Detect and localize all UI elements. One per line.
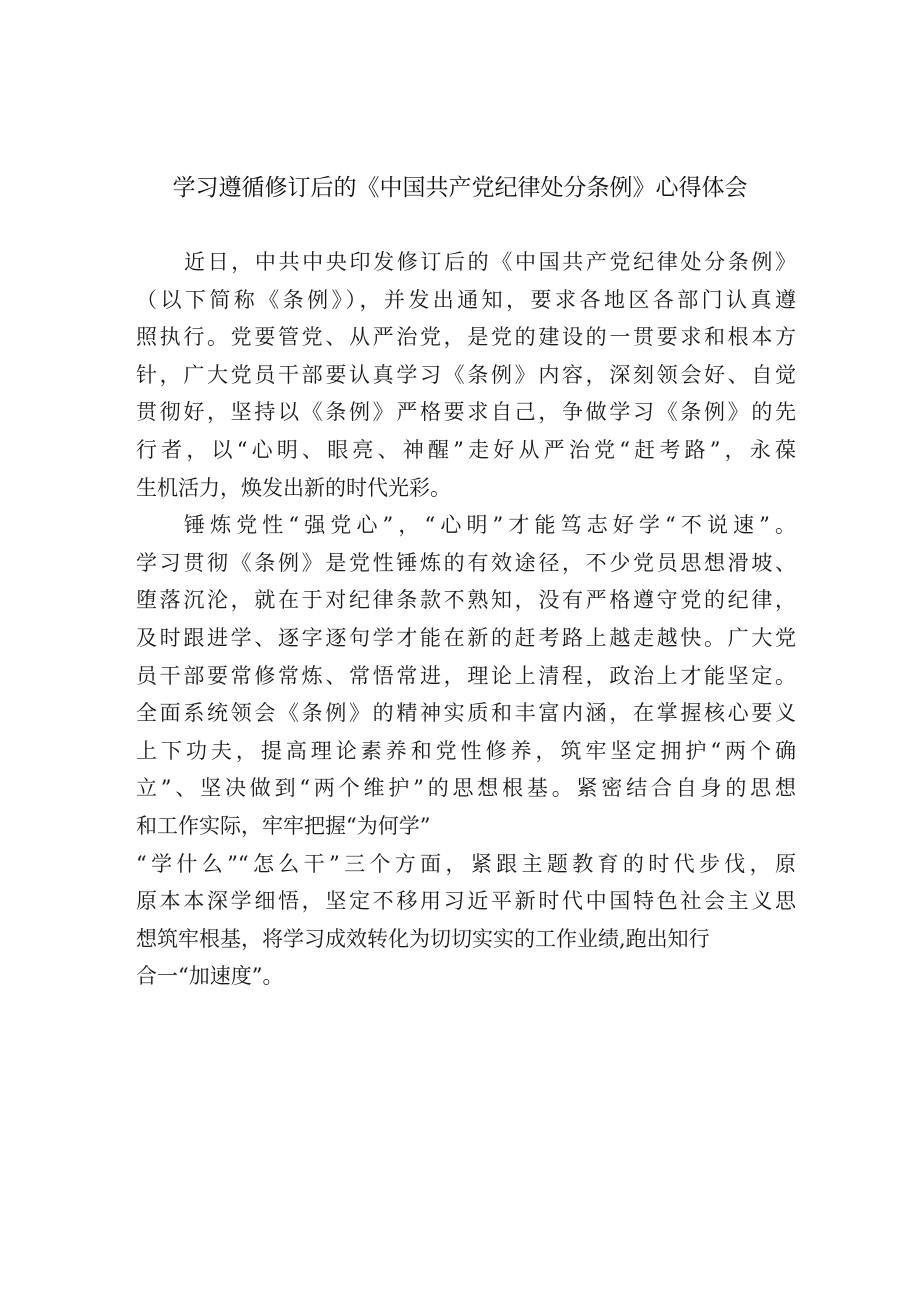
paragraph-1-line-1: 近日，中共中央印发修订后的《中国共产党纪律处分条例》: [184, 250, 796, 274]
paragraph-1-line-2: （以下简称《条例》），并发出通知，要求各地区各部门认真遵: [136, 287, 796, 312]
paragraph-2-line-1: 锤炼党性“强党心”，“心明”才能笃志好学“不说速”。: [184, 513, 796, 538]
paragraph-1-line-6: 行者，以“心明、眼亮、神醒”走好从严治党“赶考路”，永葆: [136, 437, 796, 462]
paragraph-2-line-7: 上下功夫，提高理论素养和党性修养，筑牢坚定拥护“两个确: [136, 738, 796, 763]
document-title: 学习遵循修订后的《中国共产党纪律处分条例》心得体会: [172, 175, 748, 201]
document-body: [136, 244, 796, 996]
paragraph-2-line-11: 原本本深学细悟，坚定不移用习近平新时代中国特色社会主义思: [136, 889, 796, 914]
paragraph-2-line-2: 学习贯彻《条例》是党性锤炼的有效途径，不少党员思想滑坡、: [136, 550, 796, 575]
paragraph-1-line-7: 生机活力，焕发出新的时代光彩。: [136, 475, 451, 500]
paragraph-2-line-5: 员干部要常修常炼、常悟常进，理论上清程，政治上才能坚定。: [136, 663, 796, 688]
paragraph-1-line-5: 贯彻好，坚持以《条例》严格要求自己，争做学习《条例》的先: [136, 400, 796, 425]
paragraph-2-line-9: 和工作实际，牢牢把握“为何学”: [136, 813, 431, 838]
paragraph-2-line-10: “学什么”“怎么干”三个方面，紧跟主题教育的时代步伐，原: [136, 851, 796, 876]
paragraph-2-line-12: 想筑牢根基，将学习成效转化为切切实实的工作业绩,跑出知行: [136, 926, 710, 951]
paragraph-2-line-8: 立”、坚决做到“两个维护”的思想根基。紧密结合自身的思想: [136, 776, 796, 801]
paragraph-2-line-6: 全面系统领会《条例》的精神实质和丰富内涵，在掌握核心要义: [136, 701, 796, 726]
paragraph-2-line-3: 堕落沉沦，就在于对纪律条款不熟知，没有严格遵守党的纪律，: [136, 588, 796, 613]
paragraph-2-line-4: 及时跟进学、逐字逐句学才能在新的赶考路上越走越快。广大党: [136, 625, 796, 650]
paragraph-1-line-3: 照执行。党要管党、从严治党，是党的建设的一贯要求和根本方: [136, 325, 796, 350]
paragraph-1-line-4: 针，广大党员干部要认真学习《条例》内容，深刻领会好、自觉: [136, 362, 796, 387]
paragraph-2-line-13: 合一“加速度”。: [136, 964, 284, 989]
